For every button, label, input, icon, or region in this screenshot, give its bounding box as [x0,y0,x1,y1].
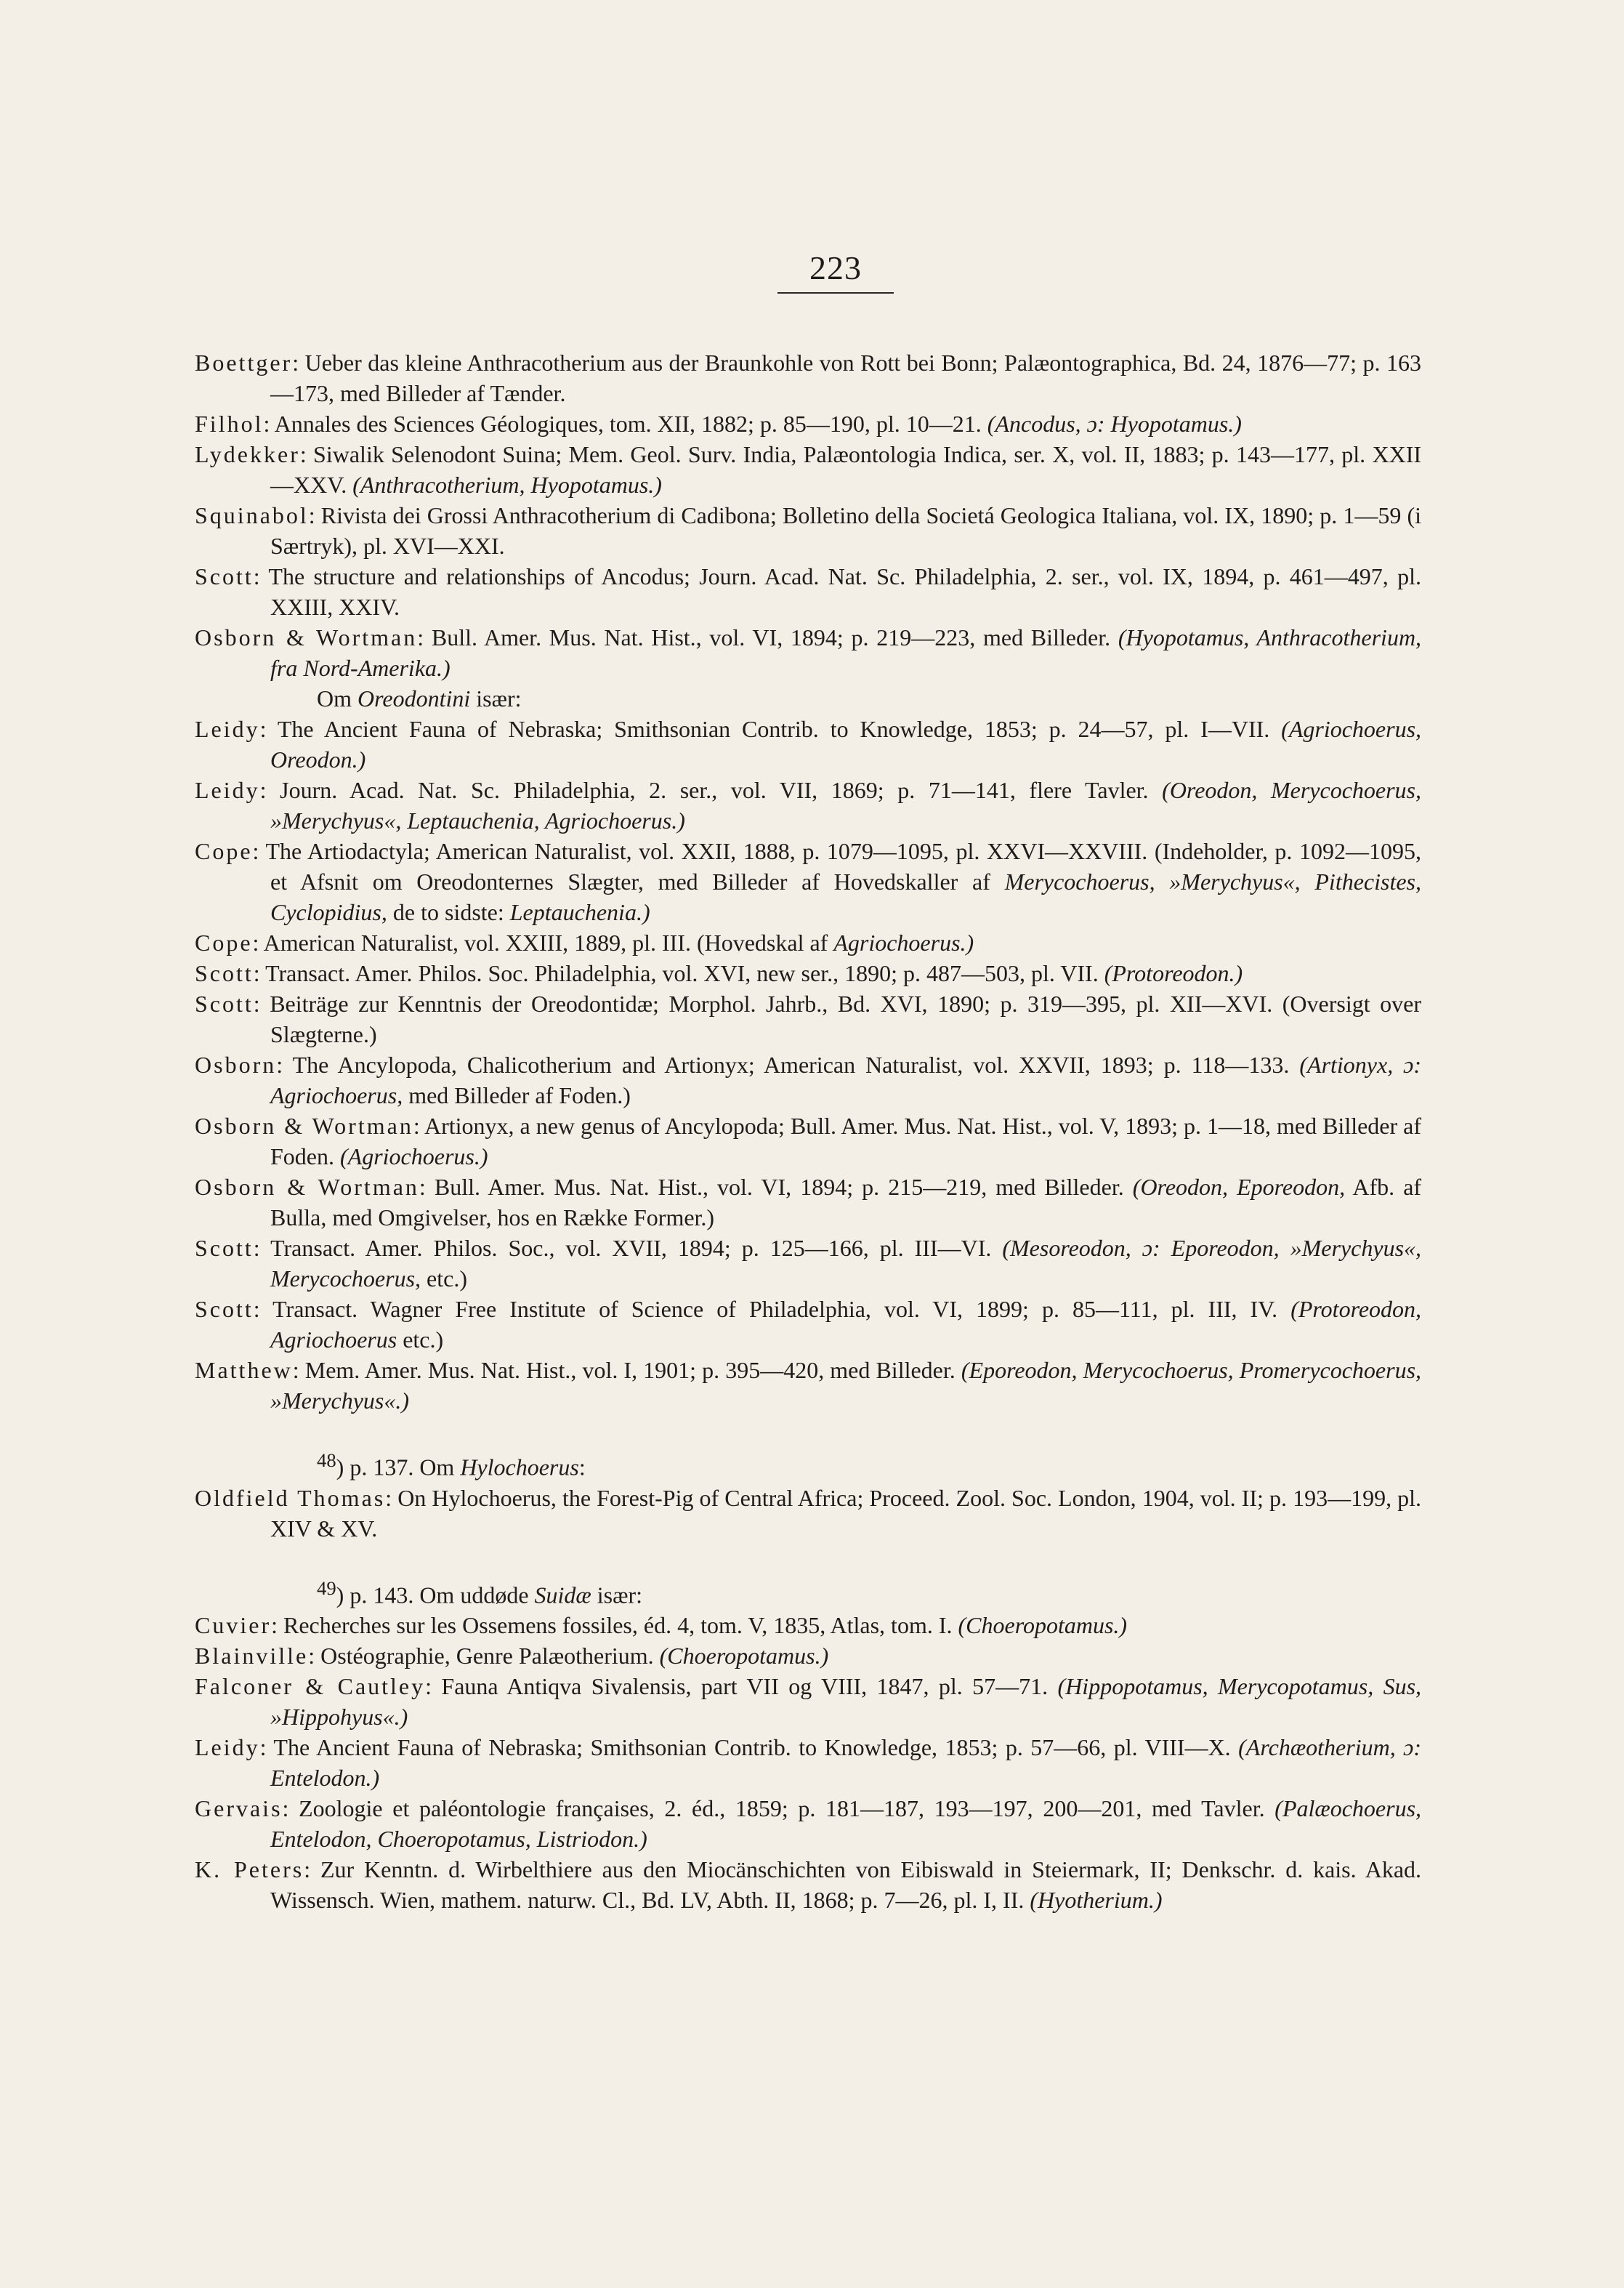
entry-author: Scott [195,991,254,1017]
bibliography-entry [195,1793,1421,1854]
bibliography-entry [195,408,1421,439]
entry-author: Matthew [195,1357,293,1383]
entry-citation: etc.) [427,1265,467,1292]
entry-citation: Annales des Sciences Géologiques, tom. XII, 1882; p. 85—190, pl. 10—21. [274,411,982,437]
bibliography-entry [195,1172,1421,1233]
entry-citation: Mem. Amer. Mus. Nat. Hist., vol. I, 1901; p. 395—420, med Billeder. [304,1357,956,1383]
entry-citation: Recherches sur les Ossemens fossiles, éd. 4, tom. V, 1835, Atlas, tom. I. [283,1612,953,1639]
bibliography-entry [195,439,1421,500]
entry-author: K. Peters [195,1856,304,1883]
entry-taxa: (Oreodon, Eporeodon, [1132,1174,1346,1200]
bibliography-entry [195,775,1421,836]
entry-author: Cope [195,930,253,956]
entry-taxa: Agriochoerus.) [833,930,974,956]
entry-author: Falconer & Cautley [195,1673,426,1700]
entry-separator: : [308,1643,321,1669]
entry-author: Squinabol [195,502,309,528]
heading-taxon: Oreodontini [357,685,471,712]
entry-citation: Afb. af Bulla, med Omgivelser, hos en Række Former.) [270,1174,1422,1230]
entry-author: Gervais [195,1795,283,1822]
bibliography-entry [195,561,1421,622]
entry-citation: The Ancient Fauna of Nebraska; Smithsonian Contrib. to Knowledge, 1853; p. 57—66, pl. VIII—X. [273,1734,1231,1761]
heading-taxon: Hylochoerus [460,1454,579,1481]
entry-separator: : [419,1174,435,1200]
entry-author: Scott [195,1296,254,1322]
entry-taxa: (Choeropotamus.) [958,1612,1128,1639]
heading-text: Om [317,685,357,712]
entry-author: Leidy [195,777,260,803]
entry-citation: Zur Kenntn. d. Wirbelthiere aus den Miocänschichten von Eibiswald in Steiermark, II; Denkschr. d. kais. Akad. Wissensch. Wien, mathem. naturw. Cl., Bd. LV, Abth. II, 1868; p. 7—26, pl. I, II. [270,1856,1422,1914]
entry-author: Scott [195,563,254,589]
entry-author: Lydekker [195,441,300,467]
heading-taxon: Suidæ [534,1582,591,1608]
entry-taxa: (Agriochoerus.) [340,1143,488,1169]
page-number-rule [777,292,894,294]
entry-separator: : [413,1113,424,1139]
entry-author: Blainville [195,1643,309,1669]
entry-taxa: (Anthracotherium, Hyopotamus.) [352,472,662,498]
bibliography-entry [195,714,1421,775]
entry-author: Osborn & Wortman [195,1113,413,1139]
entry-separator: : [276,1052,293,1078]
entry-separator: : [282,1795,299,1822]
entry-separator: : [425,1673,442,1700]
entry-separator: : [292,350,305,376]
bibliography-entry [195,1732,1421,1793]
entry-separator: : [252,930,264,956]
entry-separator: : [385,1484,398,1511]
entry-author: Boettger [195,350,293,376]
note-number: 49 [317,1576,336,1599]
heading-text: især: [470,685,522,712]
entry-author: Osborn & Wortman [195,624,418,650]
entry-separator: : [271,1612,283,1639]
entry-citation: The Artiodactyla; American Naturalist, vol. XXII, 1888, p. 1079—1095, pl. XXVI—XXVIII. (Indeholder, p. 1092—1095, et Afsnit om Oreodonternes Slægter, med Billeder af Hovedskaller af [265,838,1422,895]
entry-taxa: (Oreodon, Merycochoerus, »Merychyus«, Leptauchenia, Agriochoerus.) [270,777,1422,834]
bibliography-entry [195,958,1421,988]
bibliography-entry [195,1671,1421,1732]
section-heading [195,1573,1421,1611]
entry-separator: : [259,1734,274,1761]
entry-author: Scott [195,1235,254,1261]
bibliography-entry [195,622,1421,683]
entry-citation: Artionyx, a new genus of Ancylopoda; Bull. Amer. Mus. Nat. Hist., vol. V, 1893; p. 1—18, med Billeder af Foden. [270,1113,1422,1169]
entry-taxa: (Hyopotamus, Anthracotherium, fra Nord-Amerika.) [270,624,1422,681]
entry-separator: : [253,1296,273,1322]
entry-author: Leidy [195,716,260,742]
section-heading [195,1445,1421,1483]
entry-citation: Transact. Amer. Philos. Soc., vol. XVII, 1894; p. 125—166, pl. III—VI. [270,1235,992,1261]
entry-author: Osborn [195,1052,277,1078]
entry-citation: etc.) [403,1326,444,1353]
entry-separator: : [253,1235,271,1261]
bibliography-text [195,347,1421,1915]
bibliography-entry [195,1111,1421,1172]
entry-taxa: Merycochoerus, »Merychyus«, Pithecistes, Cyclopidius, [270,869,1422,925]
entry-taxa: (Agriochoerus, Oreodon.) [270,716,1422,773]
entry-separator: : [299,441,314,467]
entry-separator: : [292,1357,305,1383]
entry-citation: Ueber das kleine Anthracotherium aus der Braunkohle von Rott bei Bonn; Palæontographica, Bd. 24, 1876—77; p. 163—173, med Billeder af Tænder. [270,350,1422,406]
entry-separator: : [253,991,270,1017]
bibliography-entry [195,988,1421,1050]
entry-citation: Rivista dei Grossi Anthracotherium di Cadibona; Bolletino della Societá Geologica Italiana, vol. IX, 1890; p. 1—59 (i Særtryk), pl. XVI—XXI. [270,502,1422,559]
entry-citation: On Hylochoerus, the Forest-Pig of Central Africa; Proceed. Zool. Soc. London, 1904, vol. II; p. 193—199, pl. XIV & XV. [270,1484,1422,1542]
entry-citation: Siwalik Selenodont Suina; Mem. Geol. Surv. India, Palæontologia Indica, ser. X, vol. II, 1883; p. 143—177, pl. XXII—XXV. [270,441,1422,498]
bibliography-entry [195,347,1421,408]
note-number: 48 [317,1449,336,1471]
entry-taxa: (Ancodus, ɔ: Hyopotamus.) [987,411,1242,437]
entry-taxa: (Palæochoerus, Entelodon, Choeropotamus, Listriodon.) [270,1795,1422,1853]
entry-citation: American Naturalist, vol. XXIII, 1889, pl. III. (Hovedskal af [263,930,828,956]
entry-separator: : [417,624,432,650]
entry-citation: Transact. Amer. Philos. Soc. Philadelphia, vol. XVI, new ser., 1890; p. 487—503, pl. VII. [265,960,1099,986]
entry-separator: : [253,960,266,986]
entry-taxa: (Hippopotamus, Merycopotamus, Sus, »Hippohyus«.) [270,1673,1422,1731]
bibliography-entry [195,1854,1421,1915]
entry-citation: The Ancient Fauna of Nebraska; Smithsonian Contrib. to Knowledge, 1853; p. 24—57, pl. I—VII. [277,716,1270,742]
entry-author: Osborn & Wortman [195,1174,419,1200]
entry-taxa: (Choeropotamus.) [659,1643,829,1669]
entry-taxa: (Hyotherium.) [1030,1887,1163,1914]
entry-author: Leidy [195,1734,260,1761]
bibliography-entry [195,1233,1421,1294]
entry-author: Oldfield Thomas [195,1484,386,1511]
entry-separator: : [252,838,266,864]
entry-separator: : [259,777,280,803]
heading-text: ) p. 143. Om uddøde [336,1582,535,1608]
entry-citation: Bull. Amer. Mus. Nat. Hist., vol. VI, 1894; p. 219—223, med Billeder. [431,624,1111,650]
entry-citation: Bull. Amer. Mus. Nat. Hist., vol. VI, 1894; p. 215—219, med Billeder. [434,1174,1124,1200]
entry-citation: Journ. Acad. Nat. Sc. Philadelphia, 2. ser., vol. VII, 1869; p. 71—141, flere Tavler. [280,777,1149,803]
entry-citation: de to sidste: [392,899,504,925]
entry-taxa: (Archæotherium, ɔ: Entelodon.) [270,1734,1422,1792]
entry-separator: : [253,563,269,589]
page-number: 223 [809,249,862,286]
bibliography-entry [195,1640,1421,1671]
entry-taxa: (Mesoreodon, ɔ: Eporeodon, »Merychyus«, Merycochoerus, [270,1235,1422,1292]
bibliography-entry [195,1483,1421,1544]
entry-author: Cope [195,838,253,864]
entry-taxa: (Protoreodon, Agriochoerus [270,1296,1422,1353]
bibliography-entry [195,1050,1421,1111]
heading-text: ) p. 137. Om [336,1454,461,1481]
entry-citation: The structure and relationships of Ancodus; Journ. Acad. Nat. Sc. Philadelphia, 2. ser., vol. IX, 1894, p. 461—497, pl. XXIII, XXIV. [268,563,1422,620]
entry-taxa: (Artionyx, ɔ: Agriochoerus, [270,1052,1422,1108]
bibliography-entry [195,500,1421,561]
entry-author: Filhol [195,411,264,437]
entry-taxa: Leptauchenia.) [509,899,650,925]
bibliography-entry [195,1610,1421,1640]
entry-citation: Ostéographie, Genre Palæotherium. [320,1643,654,1669]
bibliography-entry [195,1294,1421,1355]
entry-taxa: (Eporeodon, Merycochoerus, Promerycochoerus, »Merychyus«.) [270,1357,1422,1414]
heading-text: : [578,1454,586,1481]
heading-text: især: [591,1582,642,1608]
entry-citation: The Ancylopoda, Chalicotherium and Artionyx; American Naturalist, vol. XXVII, 1893; p. 118—133. [292,1052,1290,1078]
bibliography-entry [195,927,1421,958]
entry-author: Scott [195,960,254,986]
entry-citation: Beiträge zur Kenntnis der Oreodontidæ; Morphol. Jahrb., Bd. XVI, 1890; p. 319—395, pl. XII—XVI. (Oversigt over Slægterne.) [270,991,1422,1047]
entry-separator: : [304,1856,320,1883]
entry-taxa: (Protoreodon.) [1104,960,1243,986]
entry-citation: Transact. Wagner Free Institute of Science of Philadelphia, vol. VI, 1899; p. 85—111, pl. III, IV. [272,1296,1278,1322]
bibliography-entry [195,1355,1421,1416]
entry-separator: : [263,411,275,437]
entry-citation: Fauna Antiqva Sivalensis, part VII og VIII, 1847, pl. 57—71. [441,1673,1049,1700]
entry-citation: med Billeder af Foden.) [408,1082,631,1108]
entry-author: Cuvier [195,1612,272,1639]
entry-separator: : [259,716,278,742]
entry-separator: : [308,502,321,528]
entry-citation: Zoologie et paléontologie françaises, 2. éd., 1859; p. 181—187, 193—197, 200—201, med Tavler. [299,1795,1265,1822]
section-heading [195,683,1421,714]
bibliography-entry [195,836,1421,927]
